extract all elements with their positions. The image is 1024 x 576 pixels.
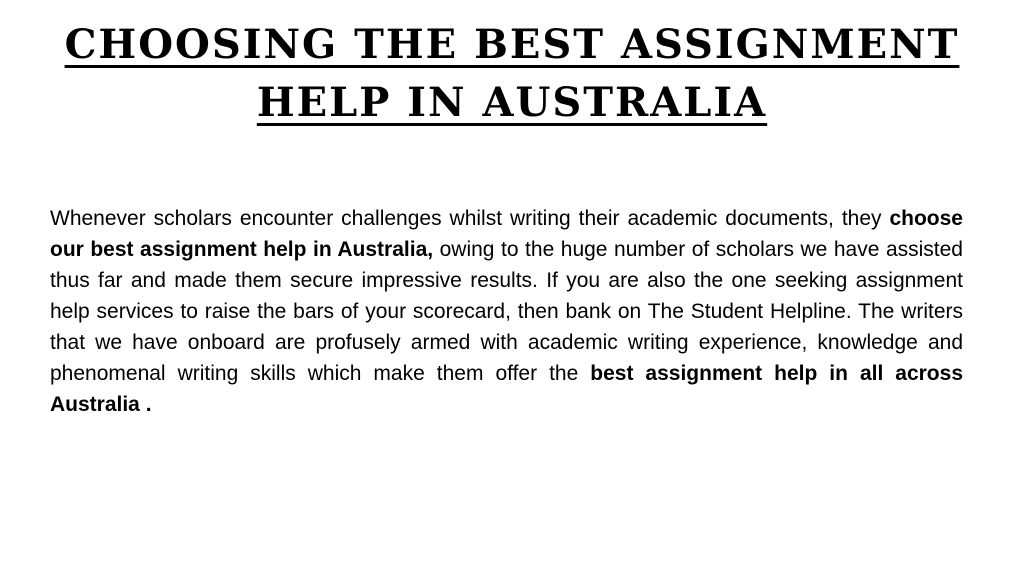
body-text-part-2: owing to the huge number of scholars we have assisted thus far and made them secure impressive results. If you are also the one seeking assignment help services to raise the bars of your scorecard, then bank on The Student Helpline. The writers that we have onboard are profusely armed with academic writing experience, knowledge and phenomenal writing skills which make them offer the [50,238,963,385]
body-bold-phrase-2: best assignment help in all across Australia . [50,362,963,416]
body-paragraph [50,203,963,420]
body-bold-phrase-1: choose our best assignment help in Australia, [50,207,963,261]
slide-title [40,16,984,132]
body-text-part-1: Whenever scholars encounter challenges whilst writing their academic documents, they [50,207,890,230]
slide-title-text: CHOOSING THE BEST ASSIGNMENT HELP IN AUSTRALIA [64,21,960,126]
